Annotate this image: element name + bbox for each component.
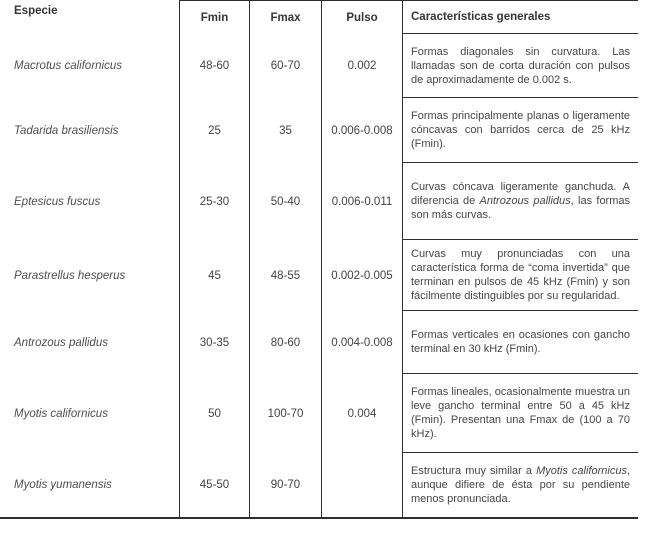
caracteristicas-cell [403,374,638,453]
fmax-value-cell: 90-70 [250,453,322,517]
species-name-cell: Tadarida brasiliensis [0,98,180,163]
column-header-pulso: Pulso [322,0,403,34]
pulso-value-cell: 0.004-0.008 [322,311,403,374]
caracteristicas-text: Estructura muy similar a Myotis californicus, aunque difiere de ésta por su pendiente menos pronunciada. [411,465,631,505]
fmin-value-cell: 25 [180,98,250,163]
column-header-especie: Especie [0,0,180,34]
fmax-value-cell: 80-60 [250,311,322,374]
pulso-value-cell: 0.002-0.005 [322,240,403,311]
column-header-fmin: Fmin [180,0,250,34]
fmin-value-cell: 45-50 [180,453,250,517]
pulso-value-cell [322,453,403,517]
fmax-value-cell: 60-70 [250,34,322,98]
fmin-value-cell: 50 [180,374,250,453]
caracteristicas-text: Formas lineales, ocasionalmente muestra un leve gancho terminal entre 50 a 45 kHz (Fmin). Presentan una Fmax de (100 a 70 kHz). [411,386,630,440]
fmax-value-cell: 50-40 [250,163,322,240]
pulso-value-cell: 0.004 [322,374,403,453]
caracteristicas-cell [403,453,638,517]
caracteristicas-text: Formas principalmente planas o ligeramente cóncavas con barridos cerca de 25 kHz (Fmin). [411,110,630,150]
fmax-value-cell: 35 [250,98,322,163]
fmax-value-cell: 48-55 [250,240,322,311]
fmin-value-cell: 30-35 [180,311,250,374]
species-name-cell: Myotis californicus [0,374,180,453]
fmin-value-cell: 45 [180,240,250,311]
caracteristicas-text: Formas diagonales sin curvatura. Las llamadas son de corta duración con pulsos de aproximadamente de 0.002 s. [411,45,630,86]
column-header-fmax: Fmax [250,0,322,34]
caracteristicas-text: Curvas cóncava ligeramente ganchuda. A diferencia de Antrozous pallidus, las formas son más curvas. [411,181,631,221]
species-name-cell: Myotis yumanensis [0,453,180,517]
pulso-value-cell: 0.006-0.011 [322,163,403,240]
column-header-caracteristicas: Características generales [403,0,638,34]
species-name-cell: Antrozous pallidus [0,311,180,374]
pulso-value-cell: 0.006-0.008 [322,98,403,163]
fmin-value-cell: 48-60 [180,34,250,98]
caracteristicas-cell [403,240,638,311]
fmax-value-cell: 100-70 [250,374,322,453]
species-name-cell: Macrotus californicus [0,34,180,98]
caracteristicas-text: Formas verticales en ocasiones con gancho terminal en 30 kHz (Fmin). [411,329,630,355]
caracteristicas-text: Curvas muy pronunciadas con una característica forma de “coma invertida” que terminan en pulsos de 45 kHz (Fmin) y son fácilmente distinguibles por su regularidad. [411,248,630,302]
species-name-cell: Parastrellus hesperus [0,240,180,311]
caracteristicas-cell [403,98,638,163]
caracteristicas-cell [403,311,638,374]
fmin-value-cell: 25-30 [180,163,250,240]
caracteristicas-cell [403,163,638,240]
species-name-cell: Eptesicus fuscus [0,163,180,240]
pulso-value-cell: 0.002 [322,34,403,98]
caracteristicas-cell [403,34,638,98]
